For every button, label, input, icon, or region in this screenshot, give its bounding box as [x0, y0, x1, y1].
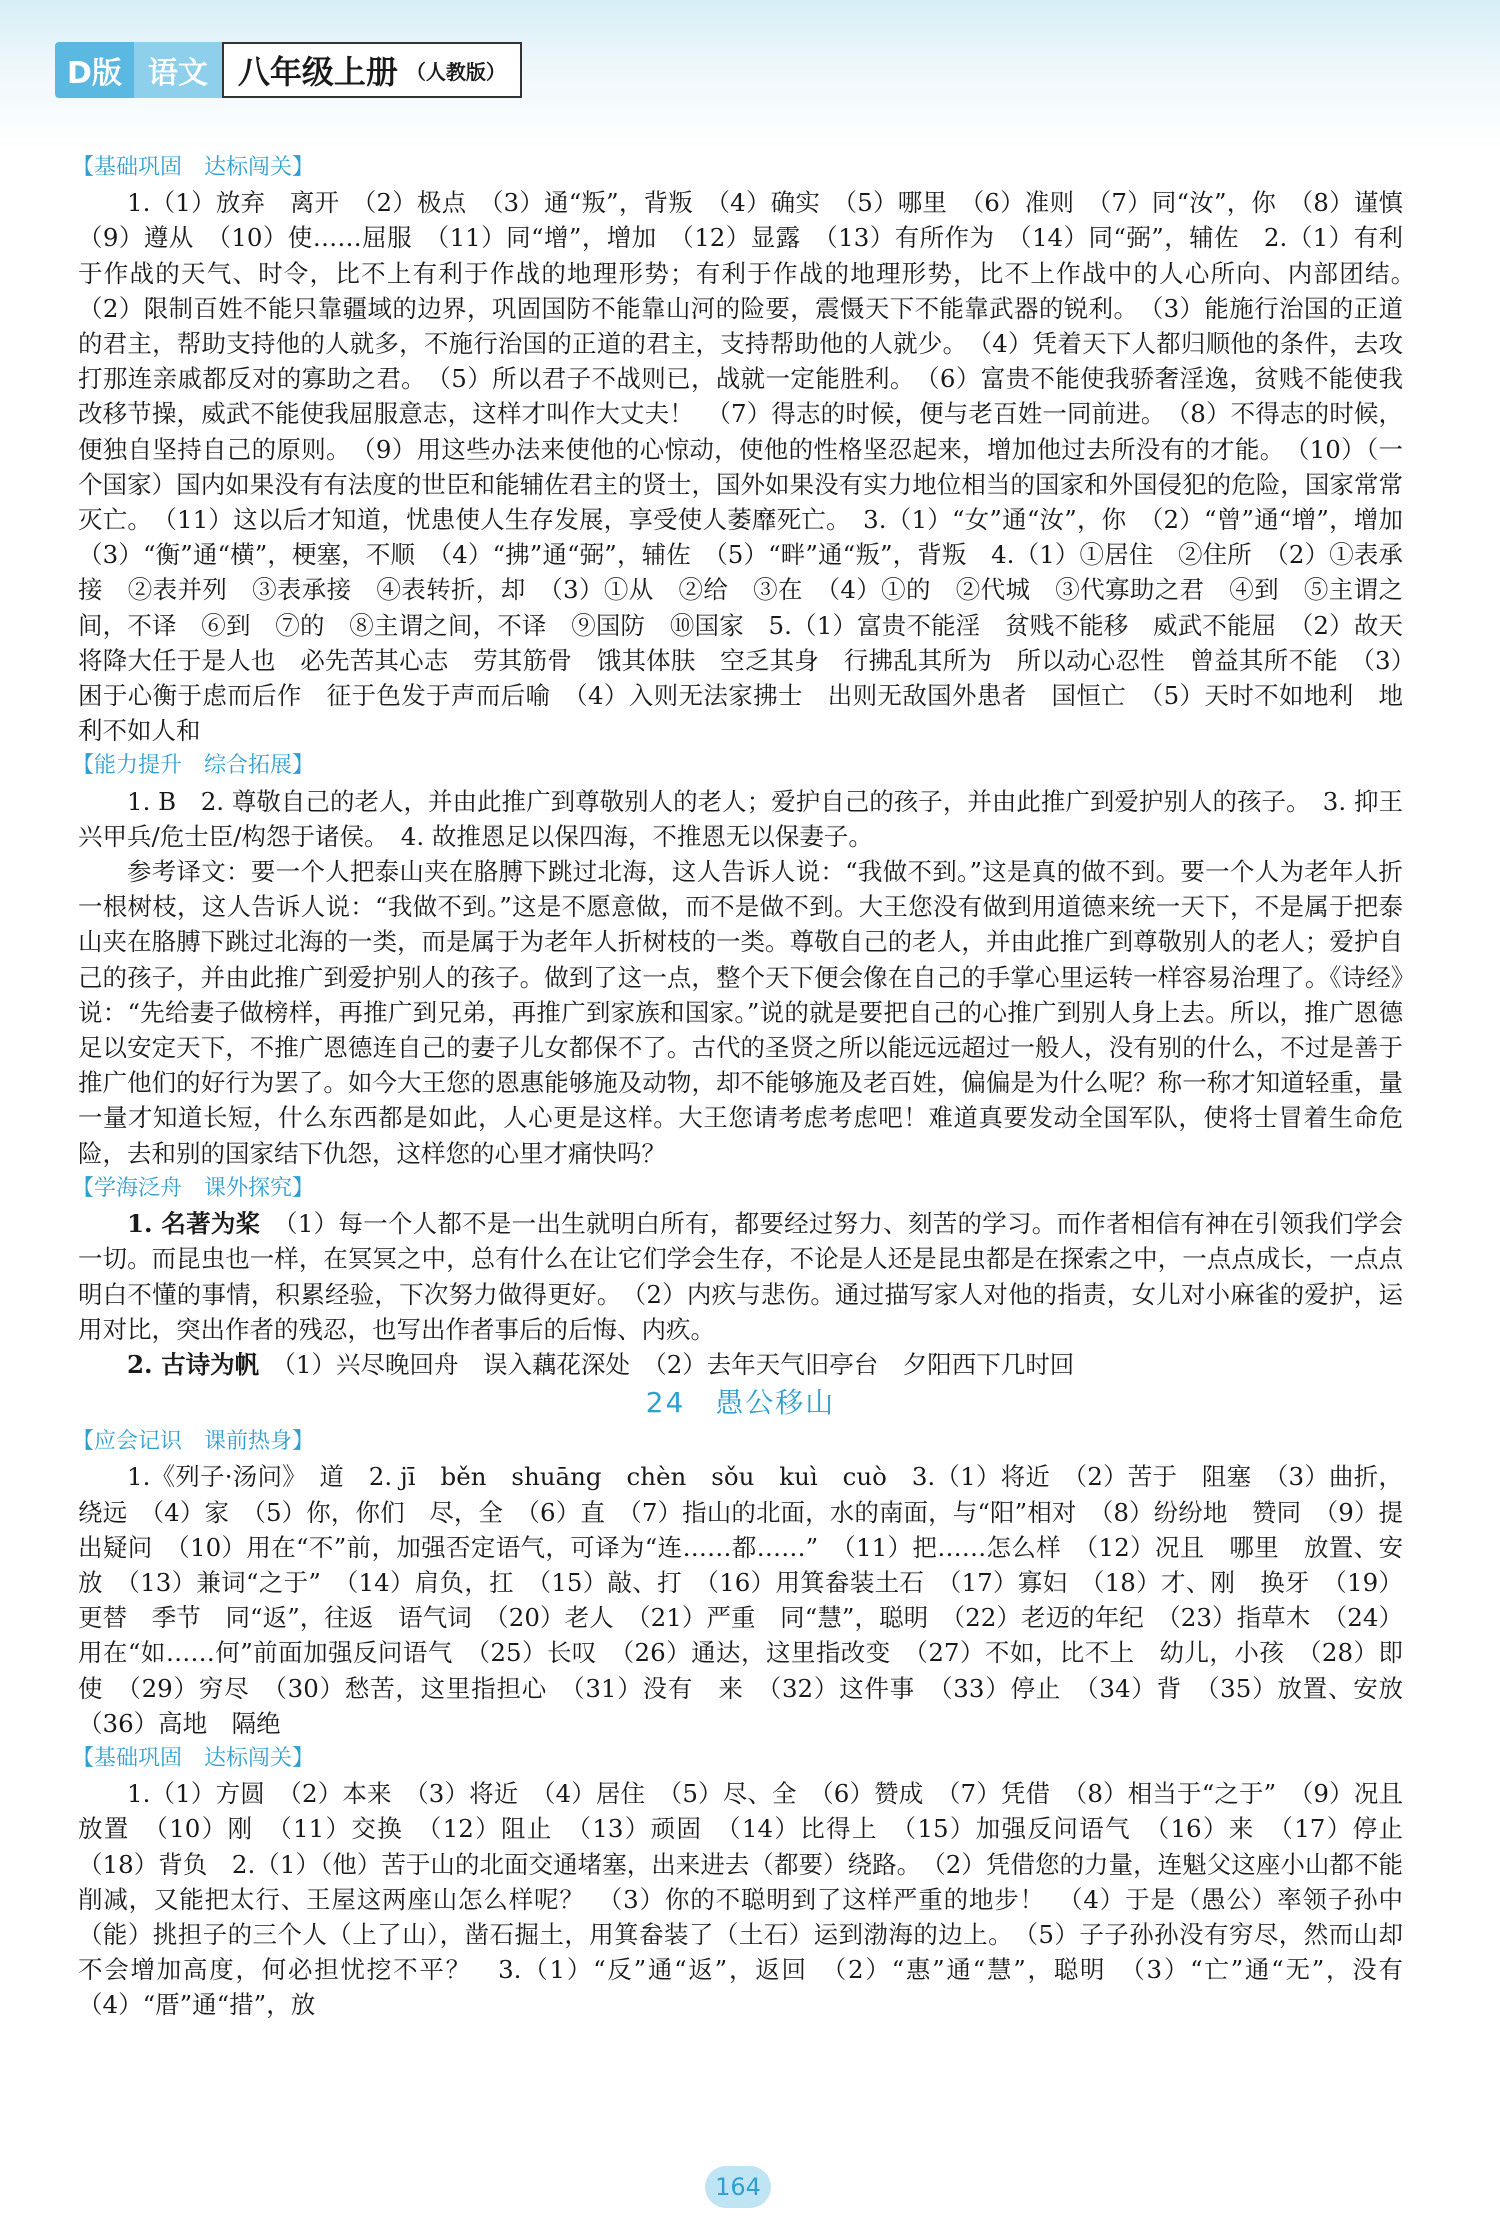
subject-badge: 语文 [134, 42, 222, 98]
page-header [55, 42, 522, 98]
section-heading: 【 学海泛舟 课外探究 】 [72, 1171, 1403, 1206]
translation-paragraph: 参考译文：要一个人把泰山夹在胳膊下跳过北海，这人告诉人说：“我做不到。”这是真的做不到。要一个人为老年人折一根树枝，这人告诉人说：“我做不到。”这是不愿意做，而不是做不到。大王您没有做到用道德来统一天下，不是属于把泰山夹在胳膊下跳过北海的一类，而是属于为老年人折树枝的一类。尊敬自己的老人，并由此推广到尊敬别人的老人；爱护自己的孩子，并由此推广到爱护别人的孩子。做到了这一点，整个天下便会像在自己的手掌心里运转一样容易治理了。《诗经》说：“先给妻子做榜样，再推广到兄弟，再推广到家族和国家。”说的就是要把自己的心推广到别人身上去。所以，推广恩德足以安定天下，不推广恩德连自己的妻子儿女都保不了。古代的圣贤之所以能远远超过一般人，没有别的什么，不过是善于推广他们的好行为罢了。如今大王您的恩惠能够施及动物，却不能够施及老百姓，偏偏是为什么呢？称一称才知道轻重，量一量才知道长短，什么东西都是如此，人心更是这样。大王您请考虑考虑吧！难道真要发动全国军队，使将士冒着生命危险，去和别的国家结下仇怨，这样您的心里才痛快吗？ [78, 857, 1403, 1168]
section-heading: 【 应会记识 课前热身 】 [72, 1424, 1403, 1459]
lesson-title: 24 愚公移山 [645, 1386, 836, 1420]
section-heading: 【 基础巩固 达标闯关 】 [72, 150, 1403, 185]
page-number: 164 [705, 2166, 771, 2208]
answer-content [78, 150, 1428, 2023]
item-label: 2. 古诗为帆 [127, 1349, 260, 1379]
answer-paragraph: 1.（1）放弃 离开 （2）极点 （3）通“叛”，背叛 （4）确实 （5）哪里 （6）准则 （7）同“汝”，你 （8）谨慎 （9）遵从 （10）使……屈服 （11）同“增”，增加 （12）显露 （13）有所作为 （14）同“弼”，辅佐 2.（1）有利于作战的天气、时令，比不上有利于作战的地理形势；有利于作战的地理形势，比不上作战中的人心所向、内部团结。 （2）限制百姓不能只靠疆域的边界，巩固国防不能靠山河的险要，震慑天下不能靠武器的锐利。 （3）能施行治国的正道的君主，帮助支持他的人就多，不施行治国的正道的君主，支持帮助他的人就少。 （4）凭着天下人都归顺他的条件，去攻打那连亲戚都反对的寡助之君。 （5）所以君子不战则已，战就一定能胜利。 （6）富贵不能使我骄奢淫逸，贫贱不能使我改移节操，威武不能使我屈服意志，这样才叫作大丈夫！ （7）得志的时候，便与老百姓一同前进。 （8）不得志的时候，便独自坚持自己的原则。 （9）用这些办法来使他的心惊动，使他的性格坚忍起来，增加他过去所没有的才能。 （10）（一个国家）国内如果没有有法度的世臣和能辅佐君主的贤士，国外如果没有实力地位相当的国家和外国侵犯的危险，国家常常灭亡。 （11）这以后才知道，忧患使人生存发展，享受使人萎靡死亡。 3.（1）“女”通“汝”，你 （2）“曾”通“增”，增加 （3）“衡”通“横”，梗塞，不顺 （4）“拂”通“弼”，辅佐 （5）“畔”通“叛”，背叛 4.（1）①居住 ②住所 （2）①表承接 ②表并列 ③表承接 ④表转折，却 （3）①从 ②给 ③在 （4）①的 ②代城 ③代寡助之君 ④到 ⑤主谓之间，不译 ⑥到 ⑦的 ⑧主谓之间，不译 ⑨国防 ⑩国家 5.（1）富贵不能淫 贫贱不能移 威武不能屈 （2）故天将降大任于是人也 必先苦其心志 劳其筋骨 饿其体肤 空乏其身 行拂乱其所为 所以动心忍性 曾益其所不能 （3）困于心衡于虑而后作 征于色发于声而后喻 （4）入则无法家拂士 出则无敌国外患者 国恒亡 （5）天时不如地利 地利不如人和 [78, 188, 1428, 746]
answer-paragraph: 1.《列子·汤问》 道 2. jī běn shuāng chèn sǒu kuì cuò 3.（1）将近 （2）苦于 阻塞 （3）曲折，绕远 （4）家 （5）你，你们 尽，全 （6）直 （7）指山的北面，水的南面，与“阳”相对 （8）纷纷地 赞同 （9）提出疑问 （10）用在“不”前，加强否定语气，可译为“连……都……” （11）把……怎么样 （12）况且 哪里 放置、安放 （13）兼词“之于” （14）肩负，扛 （15）敲、打 （16）用箕畚装土石 （17）寡妇 （18）才、刚 换牙 （19）更替 季节 同“返”，往返 语气词 （20）老人 （21）严重 同“慧”，聪明 （22）老迈的年纪 （23）指草木 （24）用在“如……何”前面加强反问语气 （25）长叹 （26）通达，这里指改变 （27）不如，比不上 幼儿，小孩 （28）即使 （29）穷尽 （30）愁苦，这里指担心 （31）没有 来 （32）这件事 （33）停止 （34）背 （35）放置、安放 （36）高地 隔绝 [78, 1462, 1428, 1738]
publisher-label: （人教版） [405, 59, 506, 84]
answer-paragraph: 1.（1）方圆 （2）本来 （3）将近 （4）居住 （5）尽、全 （6）赞成 （7）凭借 （8）相当于“之于” （9）况且 放置 （10）刚 （11）交换 （12）阻止 （13）顽固 （14）比得上 （15）加强反问语气 （16）来 （17）停止 （18）背负 2.（1）（他）苦于山的北面交通堵塞，出来进去（都要）绕路。 （2）凭借您的力量，连魁父这座小山都不能削减，又能把太行、王屋这两座山怎么样呢？ （3）你的不聪明到了这样严重的地步！ （4）于是（愚公）率领子孙中（能）挑担子的三个人（上了山），凿石掘土，用箕畚装了（土石）运到渤海的边上。 （5）子子孙孙没有穷尽，然而山却不会增加高度，何必担忧挖不平？ 3.（1）“反”通“返”，返回 （2）“惠”通“慧”，聪明 （3）“亡”通“无”，没有 （4）“厝”通“措”，放 [78, 1779, 1428, 2020]
answer-item [78, 1347, 1403, 1382]
grade-title [222, 42, 522, 98]
section-heading: 【 能力提升 综合拓展 】 [72, 748, 1403, 783]
item-label: 1. 名著为桨 [127, 1209, 261, 1239]
edition-badge: D版 [55, 42, 134, 98]
answer-paragraph: 1. B 2. 尊敬自己的老人，并由此推广到尊敬别人的老人；爱护自己的孩子，并由此推广到爱护别人的孩子。 3. 抑王兴甲兵/危士臣/构怨于诸侯。 4. 故推恩足以保四海，不推恩无以保妻子。 [78, 786, 1403, 851]
grade-label: 八年级上册 [237, 53, 398, 91]
answer-item [78, 1206, 1403, 1347]
item-text: （1）兴尽晚回舟 误入藕花深处 （2）去年天气旧亭台 夕阳西下几时回 [259, 1349, 1075, 1379]
section-heading: 【 基础巩固 达标闯关 】 [72, 1741, 1403, 1776]
item-text: （1）每一个人都不是一出生就明白所有，都要经过努力、刻苦的学习。而作者相信有神在引领我们学会一切。而昆虫也一样，在冥冥之中，总有什么在让它们学会生存，不论是人还是昆虫都是在探索之中，一点点成长，一点点明白不懂的事情，积累经验，下次努力做得更好。 （2）内疚与悲伤。通过描写家人对他的指责，女儿对小麻雀的爱护，运用对比，突出作者的残忍，也写出作者事后的后悔、内疚。 [78, 1209, 1403, 1344]
